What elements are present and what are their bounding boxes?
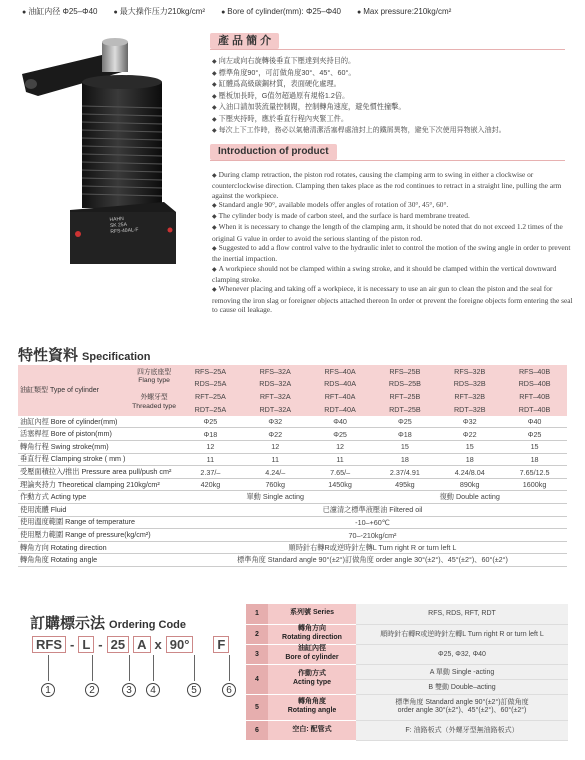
- swing-clamp-cylinder-image: [18, 34, 188, 264]
- spec-section-title: [18, 344, 150, 365]
- table-cell: RDS–40B: [502, 378, 567, 391]
- row-number: 5: [246, 694, 268, 720]
- table-row: [18, 529, 567, 542]
- code-bore: 25: [107, 636, 129, 653]
- table-cell: Φ18: [372, 428, 437, 441]
- row-number: 4: [246, 664, 268, 694]
- ordering-code-example: [32, 636, 229, 653]
- table-cell: RDT–25B: [372, 403, 437, 416]
- table-cell: RFT–25A: [178, 390, 243, 403]
- product-intro-cn-list: [212, 56, 582, 136]
- product-intro-en-header: [210, 147, 565, 161]
- type-label: 油缸類型 Type of cylinder: [20, 386, 99, 394]
- table-cell: 2.37/–: [178, 466, 243, 479]
- table-cell: 標準角度 Standard angle 90°(±2°)訂做角度 order angle 30°(±2°)、45°(±2°)、60°(±2°): [178, 554, 567, 567]
- table-row: [18, 554, 567, 567]
- spec-bore-en: ● Bore of cylinder(mm): Φ25–Φ40: [221, 7, 341, 16]
- row-label: 作動方式 Acting type: [18, 491, 178, 504]
- table-cell: RFT–25B: [372, 390, 437, 403]
- row-key: 作動方式 Acting type: [268, 664, 356, 694]
- list-item: ◆ Standard angle 90°, available models offer angles of rotation of 30°, 45°, 60°.: [212, 200, 577, 211]
- code-piping: F: [213, 636, 229, 653]
- list-item: ◆ A workpiece should not be clamped within a swing stroke, and it should be clamped within the vertical downward clamping stroke.: [212, 264, 577, 285]
- list-item: ◆ 壓板加長時，G值勿超過原有規格1.2倍。: [212, 91, 582, 103]
- code-number-2: 2: [85, 683, 99, 697]
- connector-line: [153, 655, 154, 681]
- row-value: RFS, RDS, RFT, RDT: [356, 604, 568, 624]
- row-number: 2: [246, 624, 268, 644]
- row-number: 1: [246, 604, 268, 624]
- table-row: [246, 694, 568, 720]
- table-cell: RDT–40A: [308, 403, 373, 416]
- table-cell: 18: [372, 453, 437, 466]
- list-item: ◆ 標準角度90°，可訂做角度30°、45°、60°。: [212, 68, 582, 80]
- row-number: 6: [246, 720, 268, 740]
- table-cell: 70–-210kg/cm²: [178, 529, 567, 542]
- table-cell: 760kg: [243, 478, 308, 491]
- order-title-en: Ordering Code: [109, 619, 187, 631]
- row-value: F: 油路板式（外螺牙型無油路板式）: [356, 720, 568, 740]
- code-number-4: 4: [146, 683, 160, 697]
- table-row: [246, 604, 568, 624]
- row-key: 轉角方向 Rotating direction: [268, 624, 356, 644]
- spec-title-en: Specification: [82, 351, 151, 363]
- table-cell: RFT–32A: [243, 390, 308, 403]
- row-label: 轉角方向 Rotating direction: [18, 541, 178, 554]
- row-value: B 雙動 Double–acting: [356, 679, 568, 694]
- code-separator: -: [98, 637, 103, 652]
- table-cell: Φ40: [308, 415, 373, 428]
- table-cell: 11: [243, 453, 308, 466]
- list-item: ◆ 向左或向右旋轉後垂直下壓達到夾持目的。: [212, 56, 582, 68]
- row-key: 轉角角度 Rotating angle: [268, 694, 356, 720]
- model-text-1: SK 25A: [109, 221, 128, 229]
- table-cell: 15: [502, 441, 567, 454]
- table-row: [18, 466, 567, 479]
- table-cell: Φ25: [308, 428, 373, 441]
- flang-type-cn: 四方底座型: [137, 368, 172, 376]
- table-cell: 1600kg: [502, 478, 567, 491]
- list-item: ◆ The cylinder body is made of carbon steel, and the surface is hard membrane treated.: [212, 211, 577, 222]
- row-value: A 單動 Single -acting: [356, 664, 568, 679]
- table-cell: RFS–25B: [372, 365, 437, 378]
- table-cell: RFS–32B: [437, 365, 502, 378]
- table-cell: 420kg: [178, 478, 243, 491]
- connector-line: [92, 655, 93, 681]
- table-row: [246, 644, 568, 664]
- connector-line: [129, 655, 130, 681]
- table-row: [18, 365, 567, 378]
- row-key: 空白: 配管式: [268, 720, 356, 740]
- row-key: 系列號 Series: [268, 604, 356, 624]
- table-cell: RFT–40B: [502, 390, 567, 403]
- ordering-code-table: [246, 604, 568, 741]
- table-cell: 12: [243, 441, 308, 454]
- section-title-en: Introduction of product: [210, 144, 337, 160]
- list-item: ◆ 缸體爲高級碳鋼材質，表面硬化處理。: [212, 79, 582, 91]
- spec-pressure-en: ● Max pressure:210kg/cm²: [357, 7, 451, 16]
- table-cell: 12: [308, 441, 373, 454]
- header-specs: [0, 4, 585, 18]
- code-angle: 90°: [166, 636, 194, 653]
- table-row: [246, 664, 568, 679]
- table-cell: RFS–40B: [502, 365, 567, 378]
- list-item: ◆ Suggested to add a flow control valve to the hydraulic inlet to control the motion of the swing angle in order to prevent the inertial impaction.: [212, 243, 577, 264]
- row-label: 使用壓力範圍 Range of pressure(kg/cm²): [18, 529, 178, 542]
- row-value: 順時針右轉R或逆時針左轉L Turn right R or turn left L: [356, 624, 568, 644]
- spec-table: [18, 365, 567, 567]
- table-row: [18, 453, 567, 466]
- product-intro-cn-header: [210, 36, 565, 50]
- list-item: ◆ During clamp retraction, the piston rod rotates, causing the clamping arm to swing in either a clockwise or counterclockwise direction. Clamping then takes place as the rod continues to retract in a straight line, pulling the arm against the workpiece.: [212, 170, 577, 200]
- row-label: 轉角行程 Swing stroke(mm): [18, 441, 178, 454]
- table-cell: RDT–32B: [437, 403, 502, 416]
- table-cell: 18: [437, 453, 502, 466]
- row-number: 3: [246, 644, 268, 664]
- connector-line: [194, 655, 195, 681]
- thread-type-en: Threaded type: [132, 402, 176, 410]
- table-cell: 15: [437, 441, 502, 454]
- section-title-cn: 產 品 簡 介: [210, 33, 279, 49]
- table-cell: RFT–32B: [437, 390, 502, 403]
- table-cell: -10–+60℃: [178, 516, 567, 529]
- table-cell: 18: [502, 453, 567, 466]
- list-item: ◆ 入油口請加裝流量控制閥，控制轉角速度，避免慣性撞擊。: [212, 102, 582, 114]
- row-label: 垂直行程 Clamping stroke ( mm ): [18, 453, 178, 466]
- table-row: [18, 441, 567, 454]
- code-number-6: 6: [222, 683, 236, 697]
- table-row: [246, 624, 568, 644]
- code-direction: L: [78, 636, 94, 653]
- table-cell: RDS–25A: [178, 378, 243, 391]
- table-cell: RDS–32A: [243, 378, 308, 391]
- list-item: ◆ 下壓夾持時，應於垂直行程內夾緊工件。: [212, 114, 582, 126]
- row-key: 油缸內徑 Bore of cylinder: [268, 644, 356, 664]
- table-row: [18, 428, 567, 441]
- table-cell: 495kg: [372, 478, 437, 491]
- table-row: [18, 504, 567, 517]
- table-cell: 已濾清之標準液壓油 Filtered oil: [178, 504, 567, 517]
- flang-type-en: Flang type: [138, 377, 170, 385]
- row-label: 受壓面積拉入/推出 Pressure area pull/push cm²: [18, 466, 178, 479]
- table-cell: 15: [372, 441, 437, 454]
- table-cell: 1450kg: [308, 478, 373, 491]
- table-cell: Φ25: [372, 415, 437, 428]
- table-row: [18, 516, 567, 529]
- table-cell: 復動 Double acting: [372, 491, 567, 504]
- connector-line: [229, 655, 230, 681]
- table-row: [18, 478, 567, 491]
- table-cell: 11: [308, 453, 373, 466]
- brand-text: HAHN: [109, 216, 124, 223]
- thread-type-cn: 外螺牙型: [140, 394, 168, 402]
- table-cell: 890kg: [437, 478, 502, 491]
- row-value: Φ25, Φ32, Φ40: [356, 644, 568, 664]
- code-acting: A: [133, 636, 150, 653]
- table-cell: 7.65/12.5: [502, 466, 567, 479]
- order-section-title: [30, 612, 186, 633]
- list-item: ◆ When it is necessary to change the length of the clamping arm, it should be noted that do not exceed 1.2 times of the original G value in order to avoid the serious slanting of the piston rod.: [212, 222, 577, 243]
- table-cell: RFT–40A: [308, 390, 373, 403]
- row-value: 標準角度 Standard angle 90°(±2°)訂做角度 order angle 30°(±2°)、45°(±2°)、60°(±2°): [356, 694, 568, 720]
- table-cell: Φ25: [178, 415, 243, 428]
- table-cell: Φ32: [437, 415, 502, 428]
- table-row: [18, 415, 567, 428]
- table-cell: RDT–25A: [178, 403, 243, 416]
- spec-bore-cn: ● 油缸内径 Φ25–Φ40: [22, 6, 97, 17]
- table-cell: RFS–25A: [178, 365, 243, 378]
- table-cell: RFS–32A: [243, 365, 308, 378]
- table-cell: 7.65/–: [308, 466, 373, 479]
- spec-title-cn: 特性資料: [18, 347, 79, 364]
- code-number-1: 1: [41, 683, 55, 697]
- model-text-2: RFS-40AL-F: [110, 227, 139, 235]
- table-row: [246, 720, 568, 740]
- row-label: 使用流體 Fluid: [18, 504, 178, 517]
- row-label: 活塞桿徑 Bore of piston(mm): [18, 428, 178, 441]
- code-number-5: 5: [187, 683, 201, 697]
- row-label: 轉角角度 Rotating angle: [18, 554, 178, 567]
- spec-pressure-cn: ● 最大操作压力210kg/cm²: [113, 6, 205, 17]
- list-item: ◆ Whenever placing and taking off a workpiece, it is necessary to use an air gun to clean the piston and the seal for removing the iron slag or foreigner objects attached thereon In order ot prevent the foreigne objects form entering the seal to cause oil leakage.: [212, 284, 577, 314]
- table-cell: Φ18: [178, 428, 243, 441]
- row-label: 油缸內徑 Bore of cylinder(mm): [18, 415, 178, 428]
- table-cell: Φ32: [243, 415, 308, 428]
- code-separator: -: [70, 637, 75, 652]
- table-cell: 順時針右轉R或逆時針左轉L Turn right R or turn left L: [178, 541, 567, 554]
- order-title-cn: 訂購標示法: [30, 615, 106, 632]
- code-number-3: 3: [122, 683, 136, 697]
- table-row: [18, 541, 567, 554]
- product-intro-en-list: [212, 170, 577, 314]
- table-cell: RDS–40A: [308, 378, 373, 391]
- connector-line: [48, 655, 49, 681]
- table-cell: RDS–32B: [437, 378, 502, 391]
- table-cell: 4.24/–: [243, 466, 308, 479]
- code-separator: x: [154, 637, 162, 652]
- table-row: [18, 491, 567, 504]
- table-cell: 2.37/4.91: [372, 466, 437, 479]
- table-cell: 單動 Single acting: [178, 491, 372, 504]
- table-cell: Φ22: [437, 428, 502, 441]
- table-cell: 12: [178, 441, 243, 454]
- table-cell: RFS–40A: [308, 365, 373, 378]
- list-item: ◆ 每次上下工作時，務必以氣槍清潔活塞桿處油封上的鐵屑異物，避免下次使用异物嵌入油封。: [212, 126, 582, 137]
- table-cell: RDS–25B: [372, 378, 437, 391]
- table-cell: RDT–40B: [502, 403, 567, 416]
- table-cell: Φ25: [502, 428, 567, 441]
- row-label: 使用溫度範圍 Range of temperature: [18, 516, 178, 529]
- code-series: RFS: [32, 636, 66, 653]
- table-cell: 4.24/8.04: [437, 466, 502, 479]
- cylinder-plate-label: [109, 215, 138, 235]
- table-cell: 11: [178, 453, 243, 466]
- table-cell: Φ40: [502, 415, 567, 428]
- row-label: 理論夾持力 Theoretical clamping 210kg/cm²: [18, 478, 178, 491]
- table-cell: Φ22: [243, 428, 308, 441]
- table-cell: RDT–32A: [243, 403, 308, 416]
